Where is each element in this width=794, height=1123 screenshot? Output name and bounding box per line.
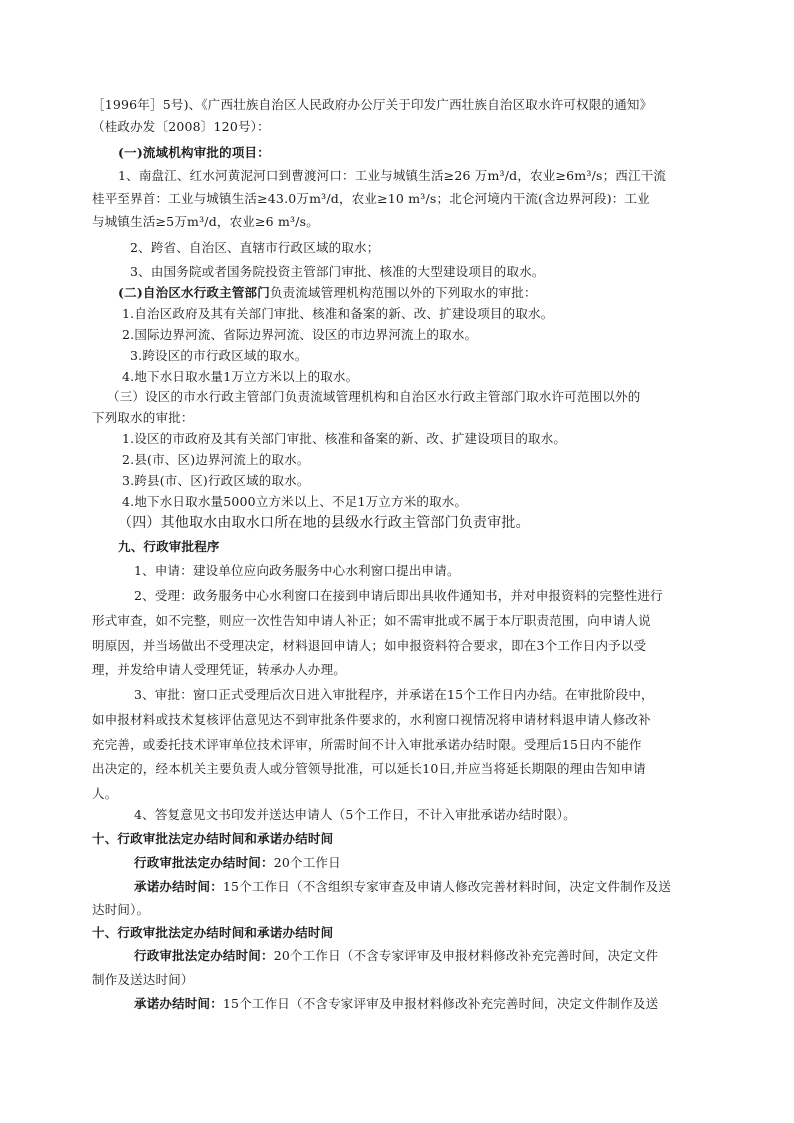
text-line: 达时间）。: [92, 902, 150, 917]
text-line: 下列取水的审批：: [92, 410, 194, 425]
section-heading: (二)自治区水行政主管部门: [118, 285, 270, 300]
text-line: 出决定的，经本机关主要负责人或分管领导批准，可以延长10日,并应当将延长期限的理由告知申请: [92, 761, 646, 776]
text-line: (二)自治区水行政主管部门负责流域管理机构范围以外的下列取水的审批：: [118, 285, 537, 300]
text-line: 4、答复意见文书印发并送达申请人（5个工作日，不计入审批承诺办结时限）。: [134, 807, 576, 822]
text-line: 4.地下水日取水量5000立方米以上、不足1万立方米的取水。: [122, 494, 468, 509]
section-heading: 十、行政审批法定办结时间和承诺办结时间: [92, 925, 334, 940]
text-line: 明原因，并当场做出不受理决定，材料退回申请人；如申报资料符合要求，即在3个工作日内予以受: [92, 638, 647, 653]
label: 承诺办结时间：: [134, 996, 223, 1011]
text-line: 2、受理：政务服务中心水利窗口在接到申请后即出具收件通知书，并对申报资料的完整性进行: [134, 588, 663, 603]
text-line: 承诺办结时间：15个工作日（不含组织专家审查及申请人修改完善材料时间，决定文件制作及送: [134, 879, 672, 894]
text-line: 制作及送达时间）: [92, 972, 194, 987]
text-line: （四）其他取水由取水口所在地的县级水行政主管部门负责审批。: [118, 515, 530, 531]
section-heading: (一)流域机构审批的项目：: [118, 145, 270, 160]
text-line: 桂平至界首：工业与城镇生活≥43.0万m³/d，农业≥10 m³/s；北仑河境内干流(含边界河段)：工业: [92, 191, 650, 206]
text-line: 形式审查，如不完整，则应一次性告知申请人补正；如不需审批或不属于本厅职责范围，向申请人说: [92, 613, 651, 628]
text-line: 4.地下水日取水量1万立方米以上的取水。: [122, 369, 359, 384]
section-heading: 九、行政审批程序: [118, 539, 220, 554]
text-line: 人。: [92, 786, 118, 801]
label: 承诺办结时间：: [134, 879, 223, 894]
text-line: 1.设区的市政府及其有关部门审批、核准和备案的新、改、扩建设项目的取水。: [122, 431, 567, 446]
text-line: （三）设区的市水行政主管部门负责流域管理机构和自治区水行政主管部门取水许可范围以外的: [107, 389, 641, 404]
text-line: 3.跨县(市、区)行政区域的取水。: [122, 473, 310, 488]
text-line: 1、南盘江、红水河黄泥河口到曹渡河口：工业与城镇生活≥26 万m³/d，农业≥6m³/s；西江干流: [118, 168, 667, 183]
section-heading: 十、行政审批法定办结时间和承诺办结时间: [92, 831, 334, 846]
text-line: 理，并发给申请人受理凭证，转承办人办理。: [92, 662, 347, 677]
text-line: 3.跨设区的市行政区域的取水。: [130, 348, 308, 363]
text-line: （桂政办发〔2008〕120号）：: [92, 119, 270, 134]
text-line: 2、跨省、自治区、直辖市行政区域的取水；: [130, 240, 380, 255]
text-line: 2.国际边界河流、省际边界河流、设区的市边界河流上的取水。: [122, 327, 478, 342]
label: 行政审批法定办结时间：: [134, 948, 274, 963]
text-line: 2.县(市、区)边界河流上的取水。: [122, 452, 310, 467]
text-line: 行政审批法定办结时间：20个工作日: [134, 855, 341, 870]
text-line: 3、审批：窗口正式受理后次日进入审批程序，并承诺在15个工作日内办结。在审批阶段中，: [134, 687, 654, 702]
label: 行政审批法定办结时间：: [134, 855, 274, 870]
text-line: 1.自治区政府及其有关部门审批、核准和备案的新、改、扩建设项目的取水。: [122, 306, 554, 321]
text-line: 3、由国务院或者国务院投资主管部门审批、核准的大型建设项目的取水。: [130, 264, 545, 279]
text-line: 与城镇生活≥5万m³/d，农业≥6 m³/s。: [92, 214, 319, 229]
text-line: 行政审批法定办结时间：20个工作日（不含专家评审及申报材料修改补充完善时间，决定文件: [134, 948, 659, 963]
text-line: 充完善，或委托技术评审单位技术评审，所需时间不计入审批承诺办结时限。受理后15日内不能作: [92, 737, 642, 752]
text-line: ［1996年］5号)、《广西壮族自治区人民政府办公厅关于印发广西壮族自治区取水许可权限的通知》: [92, 97, 653, 112]
text-line: 承诺办结时间：15个工作日（不含专家评审及申报材料修改补充完善时间，决定文件制作及送: [134, 996, 659, 1011]
text-line: 1、申请：建设单位应向政务服务中心水利窗口提出申请。: [134, 563, 460, 578]
text-line: 如申报材料或技术复核评估意见达不到审批条件要求的，水利窗口视情况将申请材料退申请人修改补: [92, 712, 651, 727]
